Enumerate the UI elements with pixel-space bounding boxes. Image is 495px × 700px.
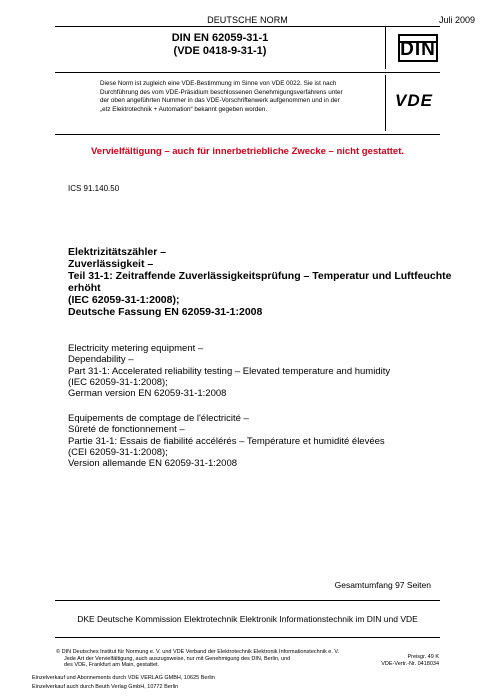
page-count: Gesamtumfang 97 Seiten xyxy=(334,580,431,590)
title-fr-line: (CEI 62059-31-1:2008); xyxy=(68,446,168,458)
norm-type-header: DEUTSCHE NORM xyxy=(207,15,288,25)
title-box xyxy=(55,27,386,69)
title-german xyxy=(68,246,452,318)
publication-date: Juli 2009 xyxy=(438,15,475,25)
title-en-line: German version EN 62059-31-1:2008 xyxy=(68,388,227,400)
copyright-line: © DIN Deutsches Institut für Normung e. V. und VDE Verband der Elektrotechnik Elektronik Informationstechnik e. V. xyxy=(56,649,340,655)
title-french xyxy=(68,413,428,469)
vde-notice-line: Durchführung des vom VDE-Präsidium beschlossenen Genehmigungsverfahrens unter xyxy=(100,88,343,96)
vde-classification: (VDE 0418-9-31-1) xyxy=(173,45,267,57)
title-fr-line: Equipements de comptage de l'électricité – xyxy=(68,413,249,424)
dke-top-rule xyxy=(55,600,440,601)
title-de-line: erhöht xyxy=(68,282,101,294)
copyright-notice xyxy=(56,649,386,669)
standard-number: DIN EN 62059-31-1 xyxy=(171,32,269,44)
title-fr-line: Partie 31-1: Essais de fiabilité accélérés – Température et humidité élevées xyxy=(68,435,385,447)
din-logo: DIN xyxy=(398,34,438,62)
title-fr-line: Version allemande EN 62059-31-1:2008 xyxy=(68,458,238,470)
title-de-line: Elektrizitätszähler – xyxy=(68,246,167,258)
sales-beuth-verlag: Einzelverkauf auch durch Beuth Verlag GmbH, 10772 Berlin xyxy=(32,684,179,690)
title-de-line: Deutsche Fassung EN 62059-31-1:2008 xyxy=(68,306,263,318)
footer-rule xyxy=(55,637,440,638)
notice-divider xyxy=(55,134,440,135)
vde-notice-line: der oben angeführten Nummer in das VDE-Vorschriftenwerk aufgenommen und in der xyxy=(100,97,340,105)
ics-code: ICS 91.140.50 xyxy=(68,184,120,193)
reproduction-notice: Vervielfältigung – auch für innerbetriebliche Zwecke – nicht gestattet. xyxy=(90,146,405,157)
copyright-line: des VDE, Frankfurt am Main, gestattet. xyxy=(64,662,160,669)
title-en-line: Electricity metering equipment – xyxy=(68,343,204,354)
vde-order-number: VDE-Vertr.-Nr. 0418034 xyxy=(381,661,439,667)
title-en-line: Dependability – xyxy=(68,354,134,366)
sales-vde-verlag: Einzelverkauf und Abonnements durch VDE VERLAG GMBH, 10625 Berlin xyxy=(32,675,215,681)
copyright-line: Jede Art der Vervielfältigung, auch auszugsweise, nur mit Genehmigung des DIN, Berlin, und xyxy=(64,655,291,662)
vde-notice-line: Diese Norm ist zugleich eine VDE-Bestimmung im Sinne von VDE 0022. Sie ist nach xyxy=(100,80,337,87)
title-en-line: Part 31-1: Accelerated reliability testing – Elevated temperature and humidity xyxy=(68,365,391,377)
price-group: Preisgr. 49 K xyxy=(407,654,439,660)
price-info xyxy=(381,654,439,668)
vde-notice-text xyxy=(100,80,380,114)
title-de-line: (IEC 62059-31-1:2008); xyxy=(68,294,180,306)
vde-logo: VDE xyxy=(395,91,433,110)
title-de-line: Zuverlässigkeit – xyxy=(68,258,154,270)
title-en-line: (IEC 62059-31-1:2008); xyxy=(68,376,168,388)
title-english xyxy=(68,343,428,399)
title-de-line: Teil 31-1: Zeitraffende Zuverlässigkeitsprüfung – Temperatur und Luftfeuchte xyxy=(68,270,452,282)
title-fr-line: Sûreté de fonctionnement – xyxy=(68,424,185,436)
title-divider xyxy=(55,72,440,73)
dke-commission: DKE Deutsche Kommission Elektrotechnik Elektronik Informationstechnik im DIN und VDE xyxy=(77,614,418,624)
vde-notice-line: „etz Elektrotechnik + Automation“ bekannt gegeben worden. xyxy=(100,105,268,113)
